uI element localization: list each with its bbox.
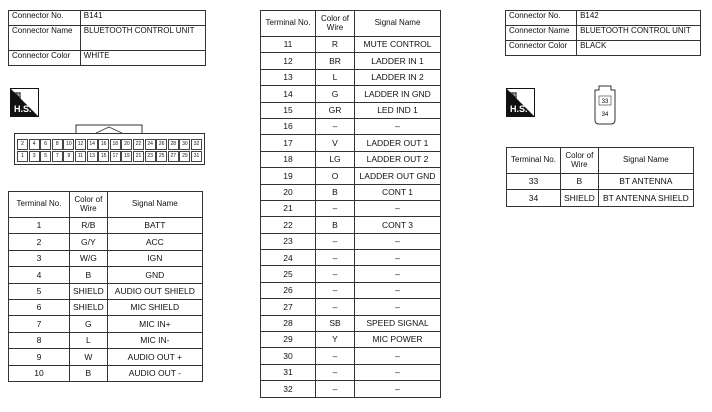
wire-color-cell: –	[316, 266, 355, 282]
wire-color-cell: W/G	[70, 250, 108, 266]
signal-name-cell: AUDIO OUT -	[107, 365, 202, 381]
signal-name-cell: –	[355, 348, 441, 364]
connector-pin: 30	[179, 139, 190, 150]
connector-name-value: BLUETOOTH CONTROL UNIT	[577, 26, 701, 41]
terminal-cell: 25	[261, 266, 316, 282]
connector-pin: 28	[168, 139, 179, 150]
wire-color-cell: –	[316, 348, 355, 364]
terminal-cell: 33	[507, 174, 561, 190]
connector-name-label: Connector Name	[506, 26, 577, 41]
signal-name-cell: MIC POWER	[355, 332, 441, 348]
terminal-cell: 7	[9, 316, 70, 332]
connector-pin: 11	[75, 151, 86, 162]
table-row	[9, 283, 203, 299]
header-color: Color of Wire	[561, 148, 599, 174]
wire-color-cell: –	[316, 381, 355, 397]
table-body	[9, 218, 203, 382]
table-header-row	[9, 192, 203, 218]
terminal-table-11-32	[260, 10, 441, 398]
terminal-cell: 27	[261, 299, 316, 315]
terminal-cell: 29	[261, 332, 316, 348]
wire-color-cell: –	[316, 364, 355, 380]
wire-color-cell: R/B	[70, 218, 108, 234]
table-row	[261, 348, 441, 364]
connector-pin: 6	[40, 139, 51, 150]
table-row	[261, 86, 441, 102]
connector-pin: 3	[29, 151, 40, 162]
wire-color-cell: GR	[316, 102, 355, 118]
wire-color-cell: L	[316, 69, 355, 85]
table-row	[261, 299, 441, 315]
connector-no-value: B142	[577, 11, 701, 26]
connector-color-row	[506, 41, 701, 56]
table-row	[261, 69, 441, 85]
connector-color-label: Connector Color	[9, 51, 81, 66]
connector-no-label: Connector No.	[9, 11, 81, 26]
connector-pin: 13	[87, 151, 98, 162]
header-terminal: Terminal No.	[9, 192, 70, 218]
table-row	[261, 53, 441, 69]
connector-pin: 21	[133, 151, 144, 162]
wire-color-cell: –	[316, 233, 355, 249]
connector-pin: 29	[179, 151, 190, 162]
wire-color-cell: BR	[316, 53, 355, 69]
connector-no-row	[506, 11, 701, 26]
connector-pin: 14	[87, 139, 98, 150]
connector-b142-info	[505, 10, 701, 56]
connector-pin: 18	[110, 139, 121, 150]
table-row	[261, 381, 441, 397]
header-signal: Signal Name	[355, 11, 441, 37]
wire-color-cell: –	[316, 250, 355, 266]
signal-name-cell: IGN	[107, 250, 202, 266]
table-row	[261, 217, 441, 233]
signal-name-cell: –	[355, 282, 441, 298]
signal-name-cell: BT ANTENNA SHIELD	[598, 190, 693, 206]
terminal-cell: 26	[261, 282, 316, 298]
terminal-cell: 15	[261, 102, 316, 118]
signal-name-cell: AUDIO OUT +	[107, 349, 202, 365]
terminal-cell: 19	[261, 168, 316, 184]
signal-name-cell: –	[355, 266, 441, 282]
signal-name-cell: LED IND 1	[355, 102, 441, 118]
table-row	[9, 299, 203, 315]
header-terminal: Terminal No.	[261, 11, 316, 37]
table-row	[261, 102, 441, 118]
signal-name-cell: –	[355, 250, 441, 266]
wire-color-cell: G	[316, 86, 355, 102]
signal-name-cell: –	[355, 381, 441, 397]
terminal-cell: 8	[9, 332, 70, 348]
connector-color-value: WHITE	[80, 51, 205, 66]
signal-name-cell: LADDER IN 2	[355, 69, 441, 85]
wire-color-cell: Y	[316, 332, 355, 348]
table-header-row	[507, 148, 694, 174]
signal-name-cell: CONT 1	[355, 184, 441, 200]
signal-name-cell: MUTE CONTROL	[355, 37, 441, 53]
table-row	[9, 349, 203, 365]
terminal-cell: 5	[9, 283, 70, 299]
table-row	[9, 250, 203, 266]
harness-side-icon	[10, 88, 39, 117]
connector-pin: 12	[75, 139, 86, 150]
connector-pin: 1	[17, 151, 28, 162]
table-row	[261, 233, 441, 249]
connector-pin: 27	[168, 151, 179, 162]
wire-color-cell: SHIELD	[70, 299, 108, 315]
wire-color-cell: W	[70, 349, 108, 365]
table-row	[9, 234, 203, 250]
connector-pin: 17	[110, 151, 121, 162]
hs-label: H.S.	[14, 104, 32, 114]
connector-pin: 2	[17, 139, 28, 150]
table-row	[261, 184, 441, 200]
connector-pin: 15	[98, 151, 109, 162]
terminal-cell: 17	[261, 135, 316, 151]
terminal-table-33-34	[506, 147, 694, 207]
connector-symbol-icon: ▦	[13, 90, 22, 100]
connector-pin: 7	[52, 151, 63, 162]
connector-pin: 4	[29, 139, 40, 150]
connector-no-row	[9, 11, 206, 26]
signal-name-cell: CONT 3	[355, 217, 441, 233]
header-terminal: Terminal No.	[507, 148, 561, 174]
table-row	[261, 282, 441, 298]
terminal-cell: 20	[261, 184, 316, 200]
connector-color-label: Connector Color	[506, 41, 577, 56]
table-row	[507, 174, 694, 190]
signal-name-cell: SPEED SIGNAL	[355, 315, 441, 331]
terminal-cell: 9	[9, 349, 70, 365]
terminal-cell: 4	[9, 267, 70, 283]
terminal-cell: 10	[9, 365, 70, 381]
wire-color-cell: SHIELD	[561, 190, 599, 206]
signal-name-cell: AUDIO OUT SHIELD	[107, 283, 202, 299]
terminal-cell: 1	[9, 218, 70, 234]
wire-color-cell: –	[316, 118, 355, 134]
connector-color-value: BLACK	[577, 41, 701, 56]
table-row	[9, 332, 203, 348]
signal-name-cell: LADDER IN GND	[355, 86, 441, 102]
connector-name-row	[506, 26, 701, 41]
table-header-row	[261, 11, 441, 37]
connector-pin: 19	[121, 151, 132, 162]
wire-color-cell: LG	[316, 151, 355, 167]
signal-name-cell: GND	[107, 267, 202, 283]
table-row	[507, 190, 694, 206]
connector-pin: 16	[98, 139, 109, 150]
terminal-cell: 3	[9, 250, 70, 266]
signal-name-cell: LADDER OUT 1	[355, 135, 441, 151]
header-signal: Signal Name	[598, 148, 693, 174]
connector-name-label: Connector Name	[9, 26, 81, 51]
terminal-cell: 23	[261, 233, 316, 249]
signal-name-cell: ACC	[107, 234, 202, 250]
signal-name-cell: –	[355, 118, 441, 134]
header-color: Color of Wire	[70, 192, 108, 218]
connector-pin: 31	[191, 151, 202, 162]
terminal-cell: 6	[9, 299, 70, 315]
connector-pin: 9	[63, 151, 74, 162]
table-row	[261, 250, 441, 266]
wire-color-cell: V	[316, 135, 355, 151]
table-row	[261, 168, 441, 184]
pin-33-label: 33	[601, 99, 609, 105]
table-row	[9, 218, 203, 234]
wire-color-cell: R	[316, 37, 355, 53]
terminal-cell: 13	[261, 69, 316, 85]
table-row	[261, 200, 441, 216]
connector-pin: 8	[52, 139, 63, 150]
table-row	[261, 135, 441, 151]
connector-name-row	[9, 26, 206, 51]
table-body	[261, 37, 441, 398]
harness-side-icon	[506, 88, 535, 117]
table-row	[261, 118, 441, 134]
connector-b141-info	[8, 10, 206, 66]
table-row	[9, 267, 203, 283]
connector-pin: 25	[156, 151, 167, 162]
wire-color-cell: –	[316, 200, 355, 216]
table-row	[261, 332, 441, 348]
terminal-cell: 22	[261, 217, 316, 233]
terminal-cell: 32	[261, 381, 316, 397]
signal-name-cell: LADDER IN 1	[355, 53, 441, 69]
table-row	[9, 365, 203, 381]
connector-no-label: Connector No.	[506, 11, 577, 26]
terminal-table-1-10	[8, 191, 203, 382]
connector-pin: 24	[145, 139, 156, 150]
table-row	[261, 151, 441, 167]
wire-color-cell: SHIELD	[70, 283, 108, 299]
connector-pin: 22	[133, 139, 144, 150]
wire-color-cell: G/Y	[70, 234, 108, 250]
hs-label: H.S.	[510, 104, 528, 114]
signal-name-cell: –	[355, 200, 441, 216]
terminal-cell: 31	[261, 364, 316, 380]
signal-name-cell: LADDER OUT 2	[355, 151, 441, 167]
signal-name-cell: –	[355, 364, 441, 380]
table-row	[9, 316, 203, 332]
connector-color-row	[9, 51, 206, 66]
connector-b141-diagram	[14, 124, 205, 165]
connector-pin: 20	[121, 139, 132, 150]
table-row	[261, 37, 441, 53]
table-row	[261, 364, 441, 380]
pin-34-label: 34	[601, 112, 609, 118]
terminal-cell: 18	[261, 151, 316, 167]
wire-color-cell: –	[316, 282, 355, 298]
connector-pin: 10	[63, 139, 74, 150]
wire-color-cell: G	[70, 316, 108, 332]
signal-name-cell: MIC IN-	[107, 332, 202, 348]
connector-no-value: B141	[80, 11, 205, 26]
wire-color-cell: B	[70, 267, 108, 283]
signal-name-cell: MIC IN+	[107, 316, 202, 332]
signal-name-cell: –	[355, 233, 441, 249]
connector-b142-diagram	[593, 85, 617, 130]
wire-color-cell: B	[316, 184, 355, 200]
terminal-cell: 30	[261, 348, 316, 364]
signal-name-cell: BATT	[107, 218, 202, 234]
table-body	[507, 174, 694, 207]
terminal-cell: 14	[261, 86, 316, 102]
terminal-cell: 21	[261, 200, 316, 216]
connector-symbol-icon: ▦	[509, 90, 518, 100]
header-color: Color of Wire	[316, 11, 355, 37]
connector-pin: 32	[191, 139, 202, 150]
signal-name-cell: BT ANTENNA	[598, 174, 693, 190]
wire-color-cell: B	[70, 365, 108, 381]
signal-name-cell: MIC SHIELD	[107, 299, 202, 315]
terminal-cell: 11	[261, 37, 316, 53]
terminal-cell: 16	[261, 118, 316, 134]
signal-name-cell: LADDER OUT GND	[355, 168, 441, 184]
wire-color-cell: L	[70, 332, 108, 348]
wire-color-cell: O	[316, 168, 355, 184]
terminal-cell: 24	[261, 250, 316, 266]
wire-color-cell: B	[316, 217, 355, 233]
header-signal: Signal Name	[107, 192, 202, 218]
connector-pin: 23	[145, 151, 156, 162]
wire-color-cell: –	[316, 299, 355, 315]
table-row	[261, 266, 441, 282]
connector-pin: 26	[156, 139, 167, 150]
terminal-cell: 34	[507, 190, 561, 206]
connector-name-value: BLUETOOTH CONTROL UNIT	[80, 26, 205, 51]
terminal-cell: 28	[261, 315, 316, 331]
signal-name-cell: –	[355, 299, 441, 315]
connector-outline	[593, 85, 617, 125]
terminal-cell: 12	[261, 53, 316, 69]
wire-color-cell: B	[561, 174, 599, 190]
terminal-cell: 2	[9, 234, 70, 250]
wire-color-cell: SB	[316, 315, 355, 331]
table-row	[261, 315, 441, 331]
connector-pin: 5	[40, 151, 51, 162]
